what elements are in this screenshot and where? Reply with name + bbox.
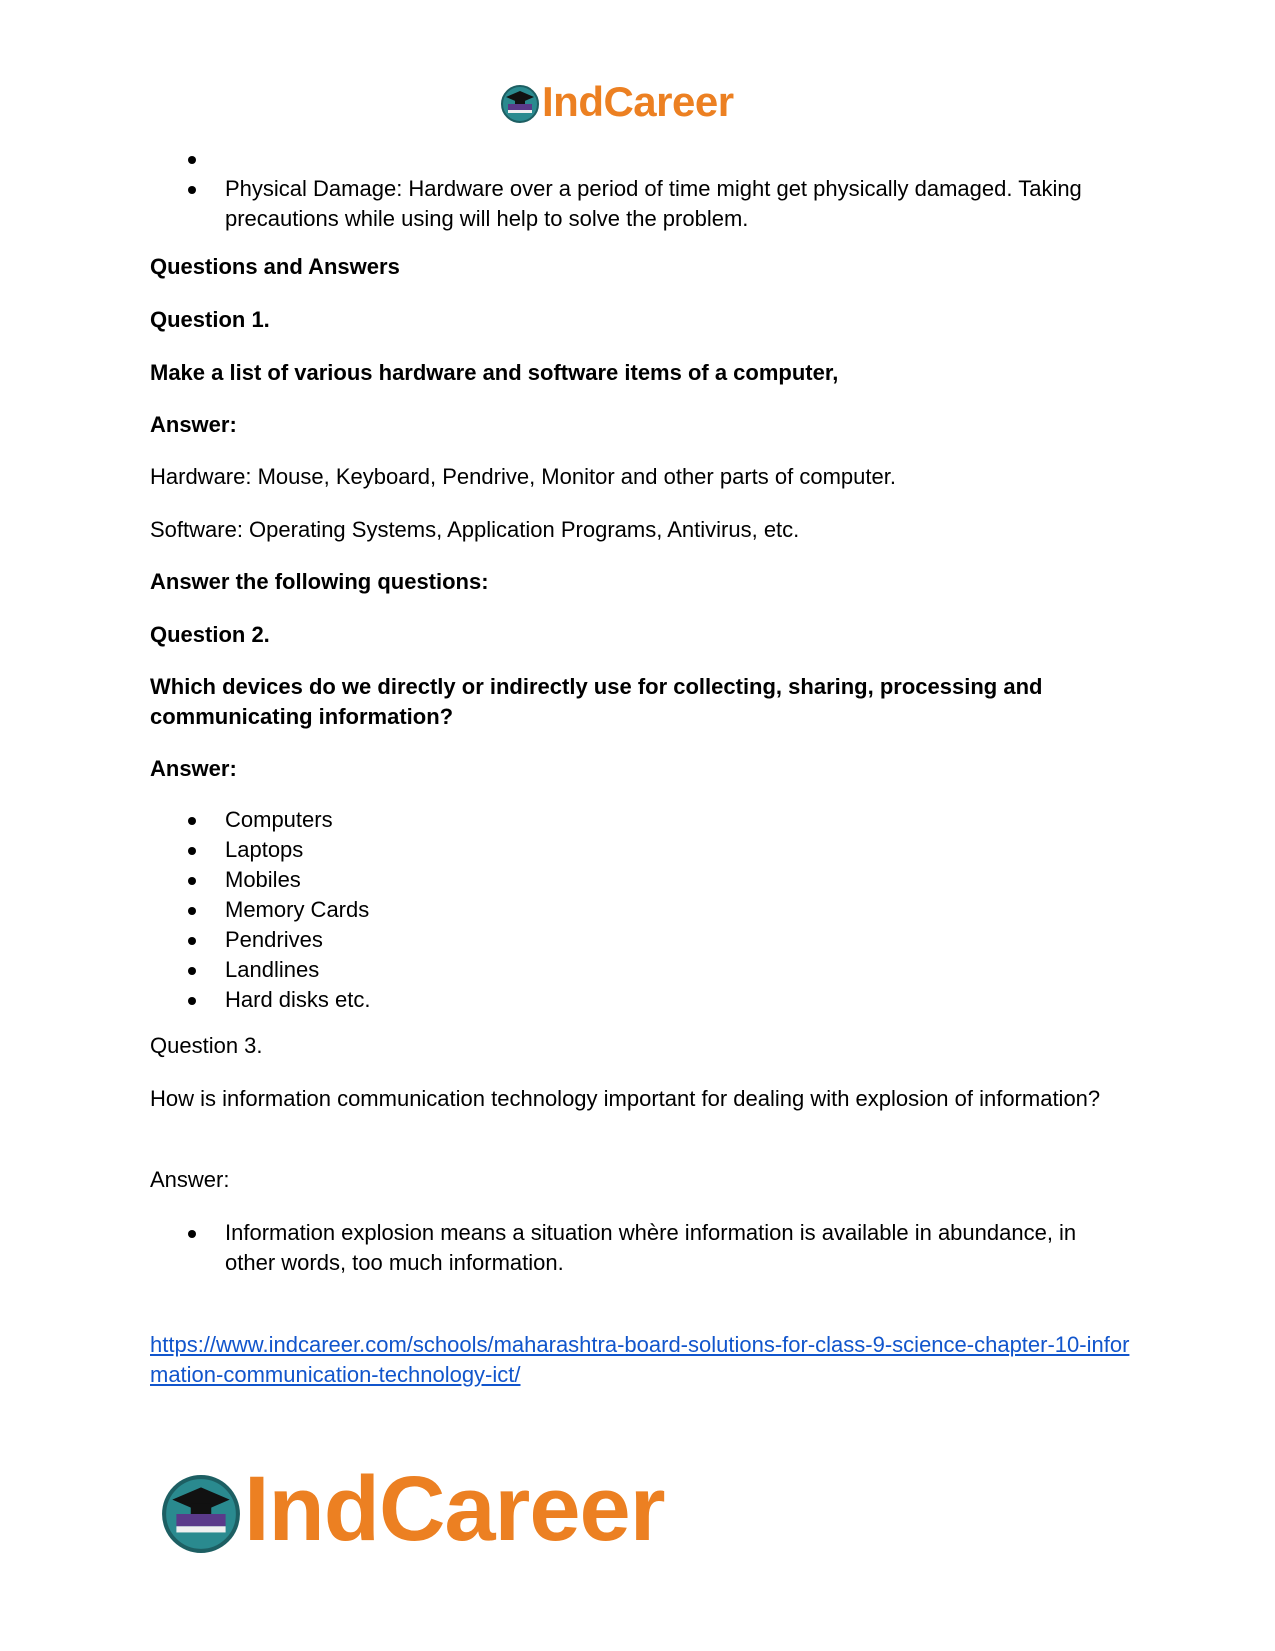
bullet-icon	[188, 997, 196, 1005]
list-item: Physical Damage: Hardware over a period of time might get physically damaged. Taking precautions while using will help to solve the problem.	[150, 174, 1130, 234]
graduation-cap-book-globe-icon	[500, 84, 540, 124]
header-logo	[500, 80, 790, 128]
question-1-label: Question 1.	[150, 307, 270, 332]
footer-logo	[160, 1458, 720, 1565]
list-item: Information explosion means a situation whère information is available in abundance, in other words, too much information.	[150, 1218, 1130, 1278]
graduation-cap-book-globe-icon	[160, 1473, 242, 1555]
qa-heading: Questions and Answers	[150, 254, 400, 279]
bullet-icon	[188, 817, 196, 825]
question-2-text: Which devices do we directly or indirectly use for collecting, sharing, processing and communicating information?	[150, 674, 1043, 729]
question-3-label: Question 3.	[150, 1033, 263, 1058]
list-item: Laptops	[150, 835, 1130, 865]
question-1-text: Make a list of various hardware and software items of a computer,	[150, 360, 839, 385]
answer-3-list	[150, 1218, 1130, 1278]
list-item: Landlines	[150, 955, 1130, 985]
bullet-icon	[188, 877, 196, 885]
bullet-icon	[188, 907, 196, 915]
devices-list	[150, 805, 1130, 1015]
bullet-icon	[188, 967, 196, 975]
bullet-icon	[188, 937, 196, 945]
bullet-icon	[188, 1230, 196, 1238]
answer-2-label: Answer:	[150, 756, 237, 781]
list-item: Hard disks etc.	[150, 985, 1130, 1015]
bullet-icon	[188, 156, 196, 164]
list-item	[150, 144, 1130, 174]
list-item: Mobiles	[150, 865, 1130, 895]
list-item: Memory Cards	[150, 895, 1130, 925]
question-2-label: Question 2.	[150, 622, 270, 647]
answer-1-label: Answer:	[150, 412, 237, 437]
bullet-icon	[188, 186, 196, 194]
brand-name: IndCareer	[244, 1458, 665, 1560]
bullet-icon	[188, 847, 196, 855]
source-link[interactable]: https://www.indcareer.com/schools/maharashtra-board-solutions-for-class-9-science-chapter-10-information-communication-technology-ict/	[150, 1332, 1130, 1387]
list-item: Pendrives	[150, 925, 1130, 955]
top-bullet-list	[150, 144, 1130, 234]
section-heading: Answer the following questions:	[150, 569, 489, 594]
question-3-text: How is information communication technology important for dealing with explosion of information?	[150, 1086, 1101, 1111]
answer-1-hardware: Hardware: Mouse, Keyboard, Pendrive, Monitor and other parts of computer.	[150, 464, 896, 489]
list-item: Computers	[150, 805, 1130, 835]
brand-name: IndCareer	[542, 78, 734, 125]
answer-1-software: Software: Operating Systems, Application Programs, Antivirus, etc.	[150, 517, 800, 542]
answer-3-label: Answer:	[150, 1167, 230, 1192]
